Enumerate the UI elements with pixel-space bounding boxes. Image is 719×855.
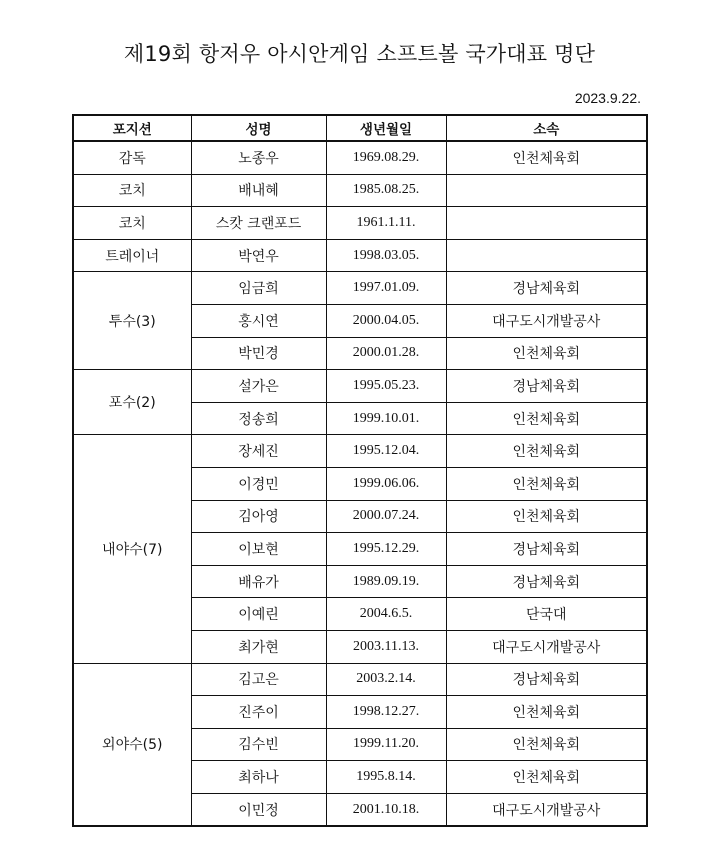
affiliation-cell: [446, 239, 647, 272]
affiliation-cell: 인천체육회: [446, 467, 647, 500]
table-row: [73, 272, 647, 305]
affiliation-cell: 경남체육회: [446, 370, 647, 403]
affiliation-cell: 인천체육회: [446, 337, 647, 370]
dob-cell: 1989.09.19.: [326, 565, 446, 598]
dob-cell: 1995.12.29.: [326, 533, 446, 566]
dob-cell: 2000.01.28.: [326, 337, 446, 370]
table-row: [73, 435, 647, 468]
affiliation-cell: [446, 174, 647, 207]
name-cell: 이예린: [191, 598, 326, 631]
name-cell: 장세진: [191, 435, 326, 468]
affiliation-cell: 대구도시개발공사: [446, 630, 647, 663]
affiliation-cell: 단국대: [446, 598, 647, 631]
affiliation-cell: 경남체육회: [446, 272, 647, 305]
affiliation-cell: 인천체육회: [446, 728, 647, 761]
table-row: [73, 370, 647, 403]
table-row: [73, 239, 647, 272]
header-affiliation: 소속: [446, 115, 647, 141]
dob-cell: 1995.12.04.: [326, 435, 446, 468]
name-cell: 김수빈: [191, 728, 326, 761]
name-cell: 이보현: [191, 533, 326, 566]
table-header-row: [73, 115, 647, 141]
name-cell: 임금희: [191, 272, 326, 305]
dob-cell: 1997.01.09.: [326, 272, 446, 305]
affiliation-cell: 인천체육회: [446, 141, 647, 174]
name-cell: 스캇 크랜포드: [191, 207, 326, 240]
affiliation-cell: 인천체육회: [446, 761, 647, 794]
name-cell: 홍시연: [191, 304, 326, 337]
name-cell: 설가은: [191, 370, 326, 403]
position-group-pitcher: 투수(3): [73, 272, 191, 370]
table-row: [73, 141, 647, 174]
affiliation-cell: 인천체육회: [446, 402, 647, 435]
name-cell: 배유가: [191, 565, 326, 598]
table-row: [73, 174, 647, 207]
position-cell: 감독: [73, 141, 191, 174]
name-cell: 최가현: [191, 630, 326, 663]
affiliation-cell: 경남체육회: [446, 565, 647, 598]
affiliation-cell: [446, 207, 647, 240]
dob-cell: 1995.05.23.: [326, 370, 446, 403]
dob-cell: 1995.8.14.: [326, 761, 446, 794]
name-cell: 배내혜: [191, 174, 326, 207]
name-cell: 박민경: [191, 337, 326, 370]
affiliation-cell: 경남체육회: [446, 533, 647, 566]
affiliation-cell: 경남체육회: [446, 663, 647, 696]
affiliation-cell: 인천체육회: [446, 435, 647, 468]
dob-cell: 1969.08.29.: [326, 141, 446, 174]
header-dob: 생년월일: [326, 115, 446, 141]
header-name: 성명: [191, 115, 326, 141]
name-cell: 이민정: [191, 793, 326, 826]
position-cell: 코치: [73, 207, 191, 240]
position-group-infielder: 내야수(7): [73, 435, 191, 663]
dob-cell: 2000.04.05.: [326, 304, 446, 337]
name-cell: 이경민: [191, 467, 326, 500]
position-group-outfielder: 외야수(5): [73, 663, 191, 826]
affiliation-cell: 인천체육회: [446, 500, 647, 533]
page-title: 제19회 항저우 아시안게임 소프트볼 국가대표 명단: [123, 42, 596, 66]
dob-cell: 2003.2.14.: [326, 663, 446, 696]
roster-table: [72, 114, 648, 827]
dob-cell: 1998.03.05.: [326, 239, 446, 272]
affiliation-cell: 인천체육회: [446, 696, 647, 729]
dob-cell: 2003.11.13.: [326, 630, 446, 663]
dob-cell: 1999.10.01.: [326, 402, 446, 435]
dob-cell: 2001.10.18.: [326, 793, 446, 826]
dob-cell: 1985.08.25.: [326, 174, 446, 207]
header-position: 포지션: [73, 115, 191, 141]
name-cell: 진주이: [191, 696, 326, 729]
name-cell: 김고은: [191, 663, 326, 696]
dob-cell: 1999.06.06.: [326, 467, 446, 500]
dob-cell: 1999.11.20.: [326, 728, 446, 761]
name-cell: 정송희: [191, 402, 326, 435]
table-row: [73, 207, 647, 240]
affiliation-cell: 대구도시개발공사: [446, 304, 647, 337]
dob-cell: 2000.07.24.: [326, 500, 446, 533]
name-cell: 최하나: [191, 761, 326, 794]
affiliation-cell: 대구도시개발공사: [446, 793, 647, 826]
document-date: 2023.9.22.: [574, 90, 641, 106]
dob-cell: 2004.6.5.: [326, 598, 446, 631]
table-row: [73, 663, 647, 696]
name-cell: 김아영: [191, 500, 326, 533]
position-group-catcher: 포수(2): [73, 370, 191, 435]
position-cell: 코치: [73, 174, 191, 207]
dob-cell: 1961.1.11.: [326, 207, 446, 240]
name-cell: 박연우: [191, 239, 326, 272]
name-cell: 노종우: [191, 141, 326, 174]
position-cell: 트레이너: [73, 239, 191, 272]
dob-cell: 1998.12.27.: [326, 696, 446, 729]
